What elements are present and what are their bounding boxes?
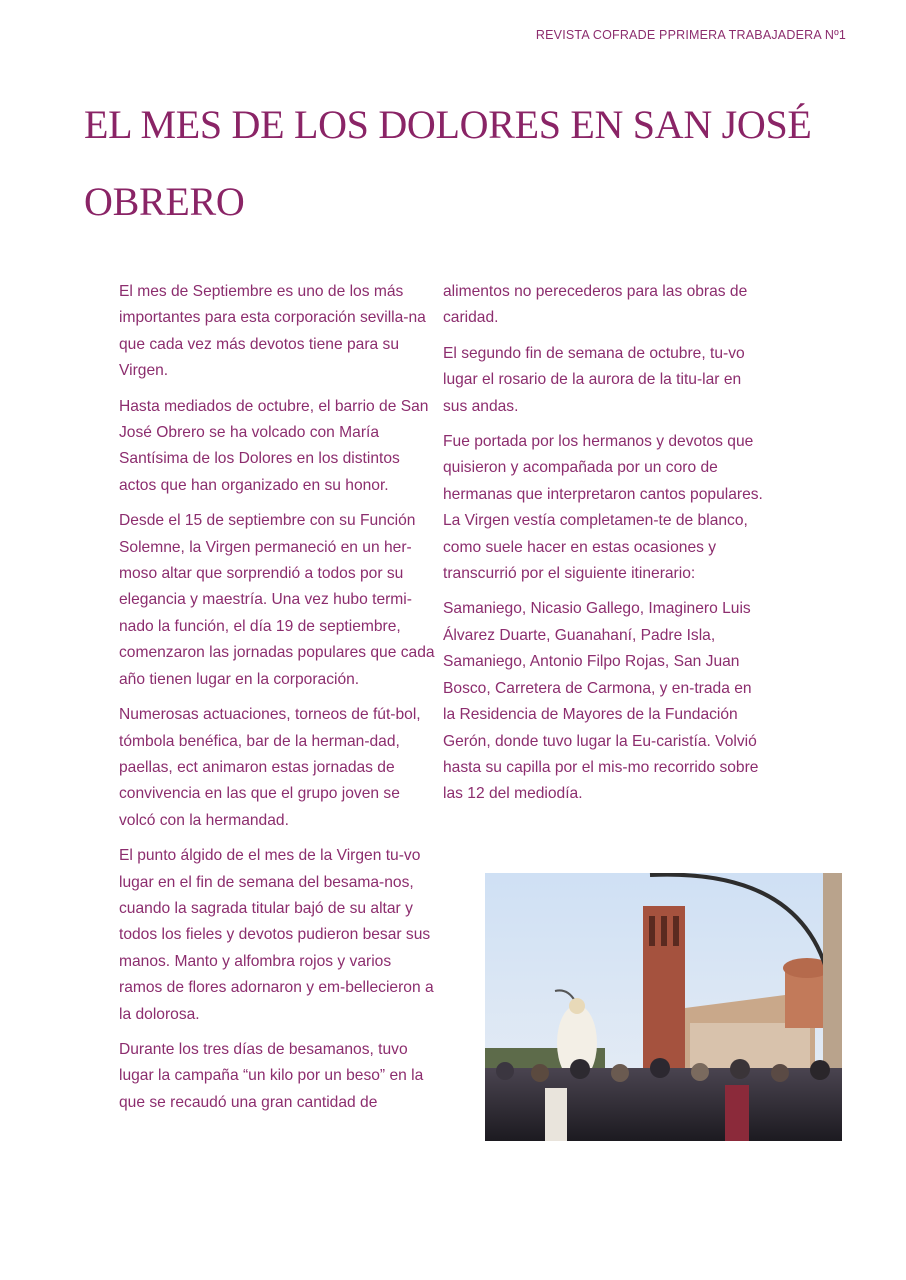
left-column	[119, 279, 435, 1125]
paragraph: Durante los tres días de besamanos, tuvo lugar la campaña “un kilo por un beso” en la que se recaudó una gran cantidad de	[119, 1040, 424, 1111]
article-title-line-1: EL MES DE LOS DOLORES EN SAN JOSÉ	[84, 102, 812, 147]
paragraph: Fue portada por los hermanos y devotos que quisieron y acompañada por un coro de hermanas que interpretaron cantos populares. La Virgen vestía completamen-te de blanco, como suele hacer en estas ocasiones y transcurrió por el siguiente itinerario:	[443, 433, 763, 583]
paragraph: El punto álgido de el mes de la Virgen tu-vo lugar en el fin de semana del besama-nos, cuando la sagrada titular bajó de su altar y todos los fieles y devotos pudieron besar sus manos. Manto y alfombra rojos y varios ramos de flores adornaron y em-bellecieron a la dolorosa.	[119, 847, 434, 1023]
right-column	[443, 279, 763, 817]
procession-photo	[485, 873, 842, 1141]
article-title	[84, 86, 844, 240]
paragraph: Desde el 15 de septiembre con su Función Solemne, la Virgen permaneció en un her-moso altar que sorprendió a todos por su elegancia y maestría. Una vez hubo termi-nado la función, el día 19 de septiembre, comenzaron las jornadas populares que cada año tienen lugar en la corporación.	[119, 512, 435, 688]
paragraph: El mes de Septiembre es uno de los más importantes para esta corporación sevilla-na que cada vez más devotos tiene para su Virgen.	[119, 283, 426, 380]
paragraph: Hasta mediados de octubre, el barrio de San José Obrero se ha volcado con María Santísima de los Dolores en los distintos actos que han organizado en su honor.	[119, 397, 429, 494]
paragraph: alimentos no perecederos para las obras de caridad.	[443, 283, 748, 327]
running-header: REVISTA COFRADE PPRIMERA TRABAJADERA Nº1	[535, 28, 846, 42]
paragraph: El segundo fin de semana de octubre, tu-vo lugar el rosario de la aurora de la titu-lar en sus andas.	[443, 344, 745, 415]
paragraph: Numerosas actuaciones, torneos de fút-bol, tómbola benéfica, bar de la herman-dad, paellas, ect animaron estas jornadas de convivencia en las que el grupo joven se volcó con la hermandad.	[119, 706, 421, 829]
article-title-line-2: OBRERO	[84, 179, 245, 224]
paragraph: Samaniego, Nicasio Gallego, Imaginero Luis Álvarez Duarte, Guanahaní, Padre Isla, Samaniego, Antonio Filpo Rojas, San Juan Bosco, Carretera de Carmona, y en-trada en la Residencia de Mayores de la Fundación Gerón, donde tuvo lugar la Eu-caristía. Volvió hasta su capilla por el mis-mo recorrido sobre las 12 del mediodía.	[443, 600, 759, 803]
